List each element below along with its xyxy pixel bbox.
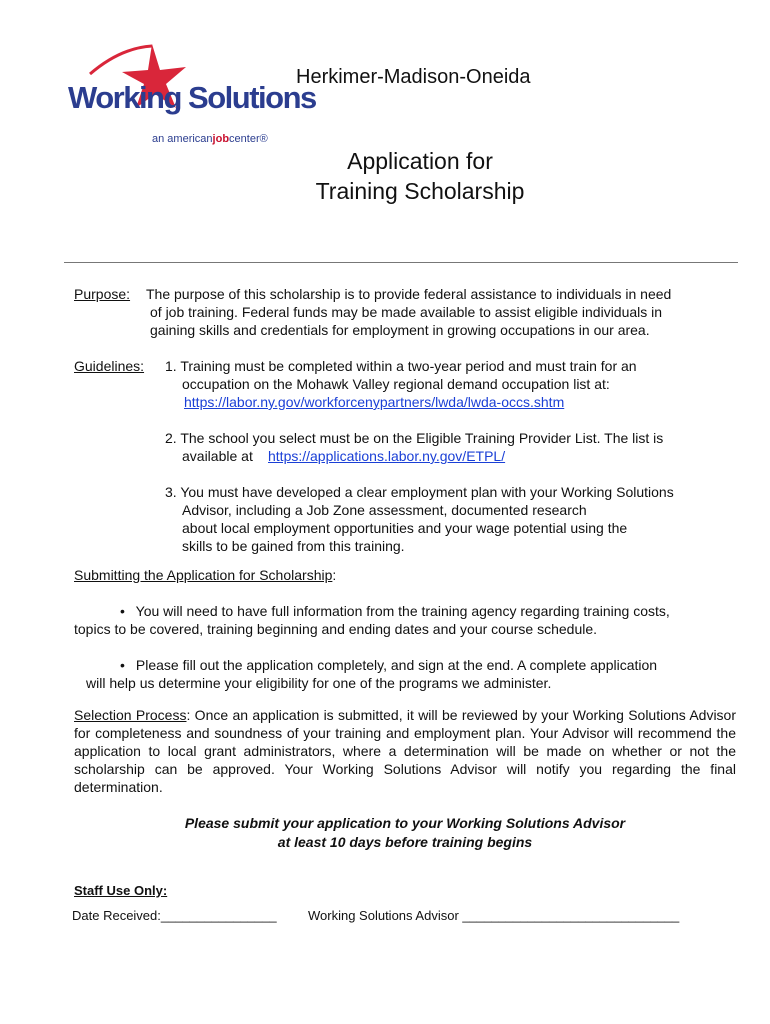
bullet-1-line-2: topics to be covered, training beginning and ending dates and your course schedule. — [74, 621, 598, 637]
selection-process-paragraph: Selection Process: Once an application is submitted, it will be reviewed by your Working Solutions Advisor for completeness and soundness of your training and employment plan. Your Advisor will recommend the application to local grant administrators, where a determination will be made on whether or not the scholarship can be approved. Your Working Solutions Advisor will notify you regarding the final determination. — [74, 707, 737, 795]
purpose-text-2: of job training. Federal funds may be made available to assist eligible individuals in — [150, 304, 663, 320]
advisor-field: Working Solutions Advisor ______________________________ — [308, 908, 680, 923]
guideline-2-line-2: available at — [182, 448, 253, 464]
submitting-heading: Submitting the Application for Scholarship: — [74, 567, 337, 583]
logo-tagline: an americanjobcenter® — [152, 133, 268, 145]
staff-use-heading: Staff Use Only: — [74, 883, 168, 898]
purpose-text-1: The purpose of this scholarship is to provide federal assistance to individuals in need — [146, 286, 672, 302]
bullet-icon: • — [120, 657, 125, 673]
guideline-3-line-1: 3. You must have developed a clear employment plan with your Working Solutions — [165, 484, 674, 500]
guideline-3-line-3: about local employment opportunities and your wage potential using the — [182, 520, 628, 536]
guidelines-label: Guidelines: — [74, 358, 145, 374]
page-title: Application for Training Scholarship — [315, 148, 525, 204]
occupation-list-link[interactable]: https://labor.ny.gov/workforcenypartners/lwda/lwda-occs.shtm — [184, 394, 565, 410]
guideline-2-line-1: 2. The school you select must be on the Eligible Training Provider List. The list is — [165, 430, 664, 446]
date-received-field: Date Received:________________ — [72, 908, 277, 923]
region-title: Herkimer-Madison-Oneida — [296, 66, 531, 88]
logo-wordmark: Working Solutions — [68, 80, 316, 115]
bullet-icon: • — [120, 603, 125, 619]
bullet-2-line-2: will help us determine your eligibility for one of the programs we administer. — [86, 675, 552, 691]
guideline-3-line-2: Advisor, including a Job Zone assessment, documented research — [182, 502, 587, 518]
divider — [64, 262, 738, 263]
purpose-text-3: gaining skills and credentials for employment in growing occupations in our area. — [150, 322, 650, 338]
guideline-1-line-2: occupation on the Mohawk Valley regional demand occupation list at: — [182, 376, 610, 392]
bullet-1-line-1: • You will need to have full information from the training agency regarding training costs, — [120, 603, 670, 619]
guideline-3-line-4: skills to be gained from this training. — [182, 538, 405, 554]
bullet-2-line-1: • Please fill out the application completely, and sign at the end. A complete application — [120, 657, 658, 673]
submission-notice: Please submit your application to your Working Solutions Advisor at least 10 days before training begins — [184, 815, 626, 850]
guideline-1-line-1: 1. Training must be completed within a two-year period and must train for an — [165, 358, 637, 374]
purpose-label: Purpose: — [74, 286, 131, 302]
etpl-link[interactable]: https://applications.labor.ny.gov/ETPL/ — [268, 448, 506, 464]
